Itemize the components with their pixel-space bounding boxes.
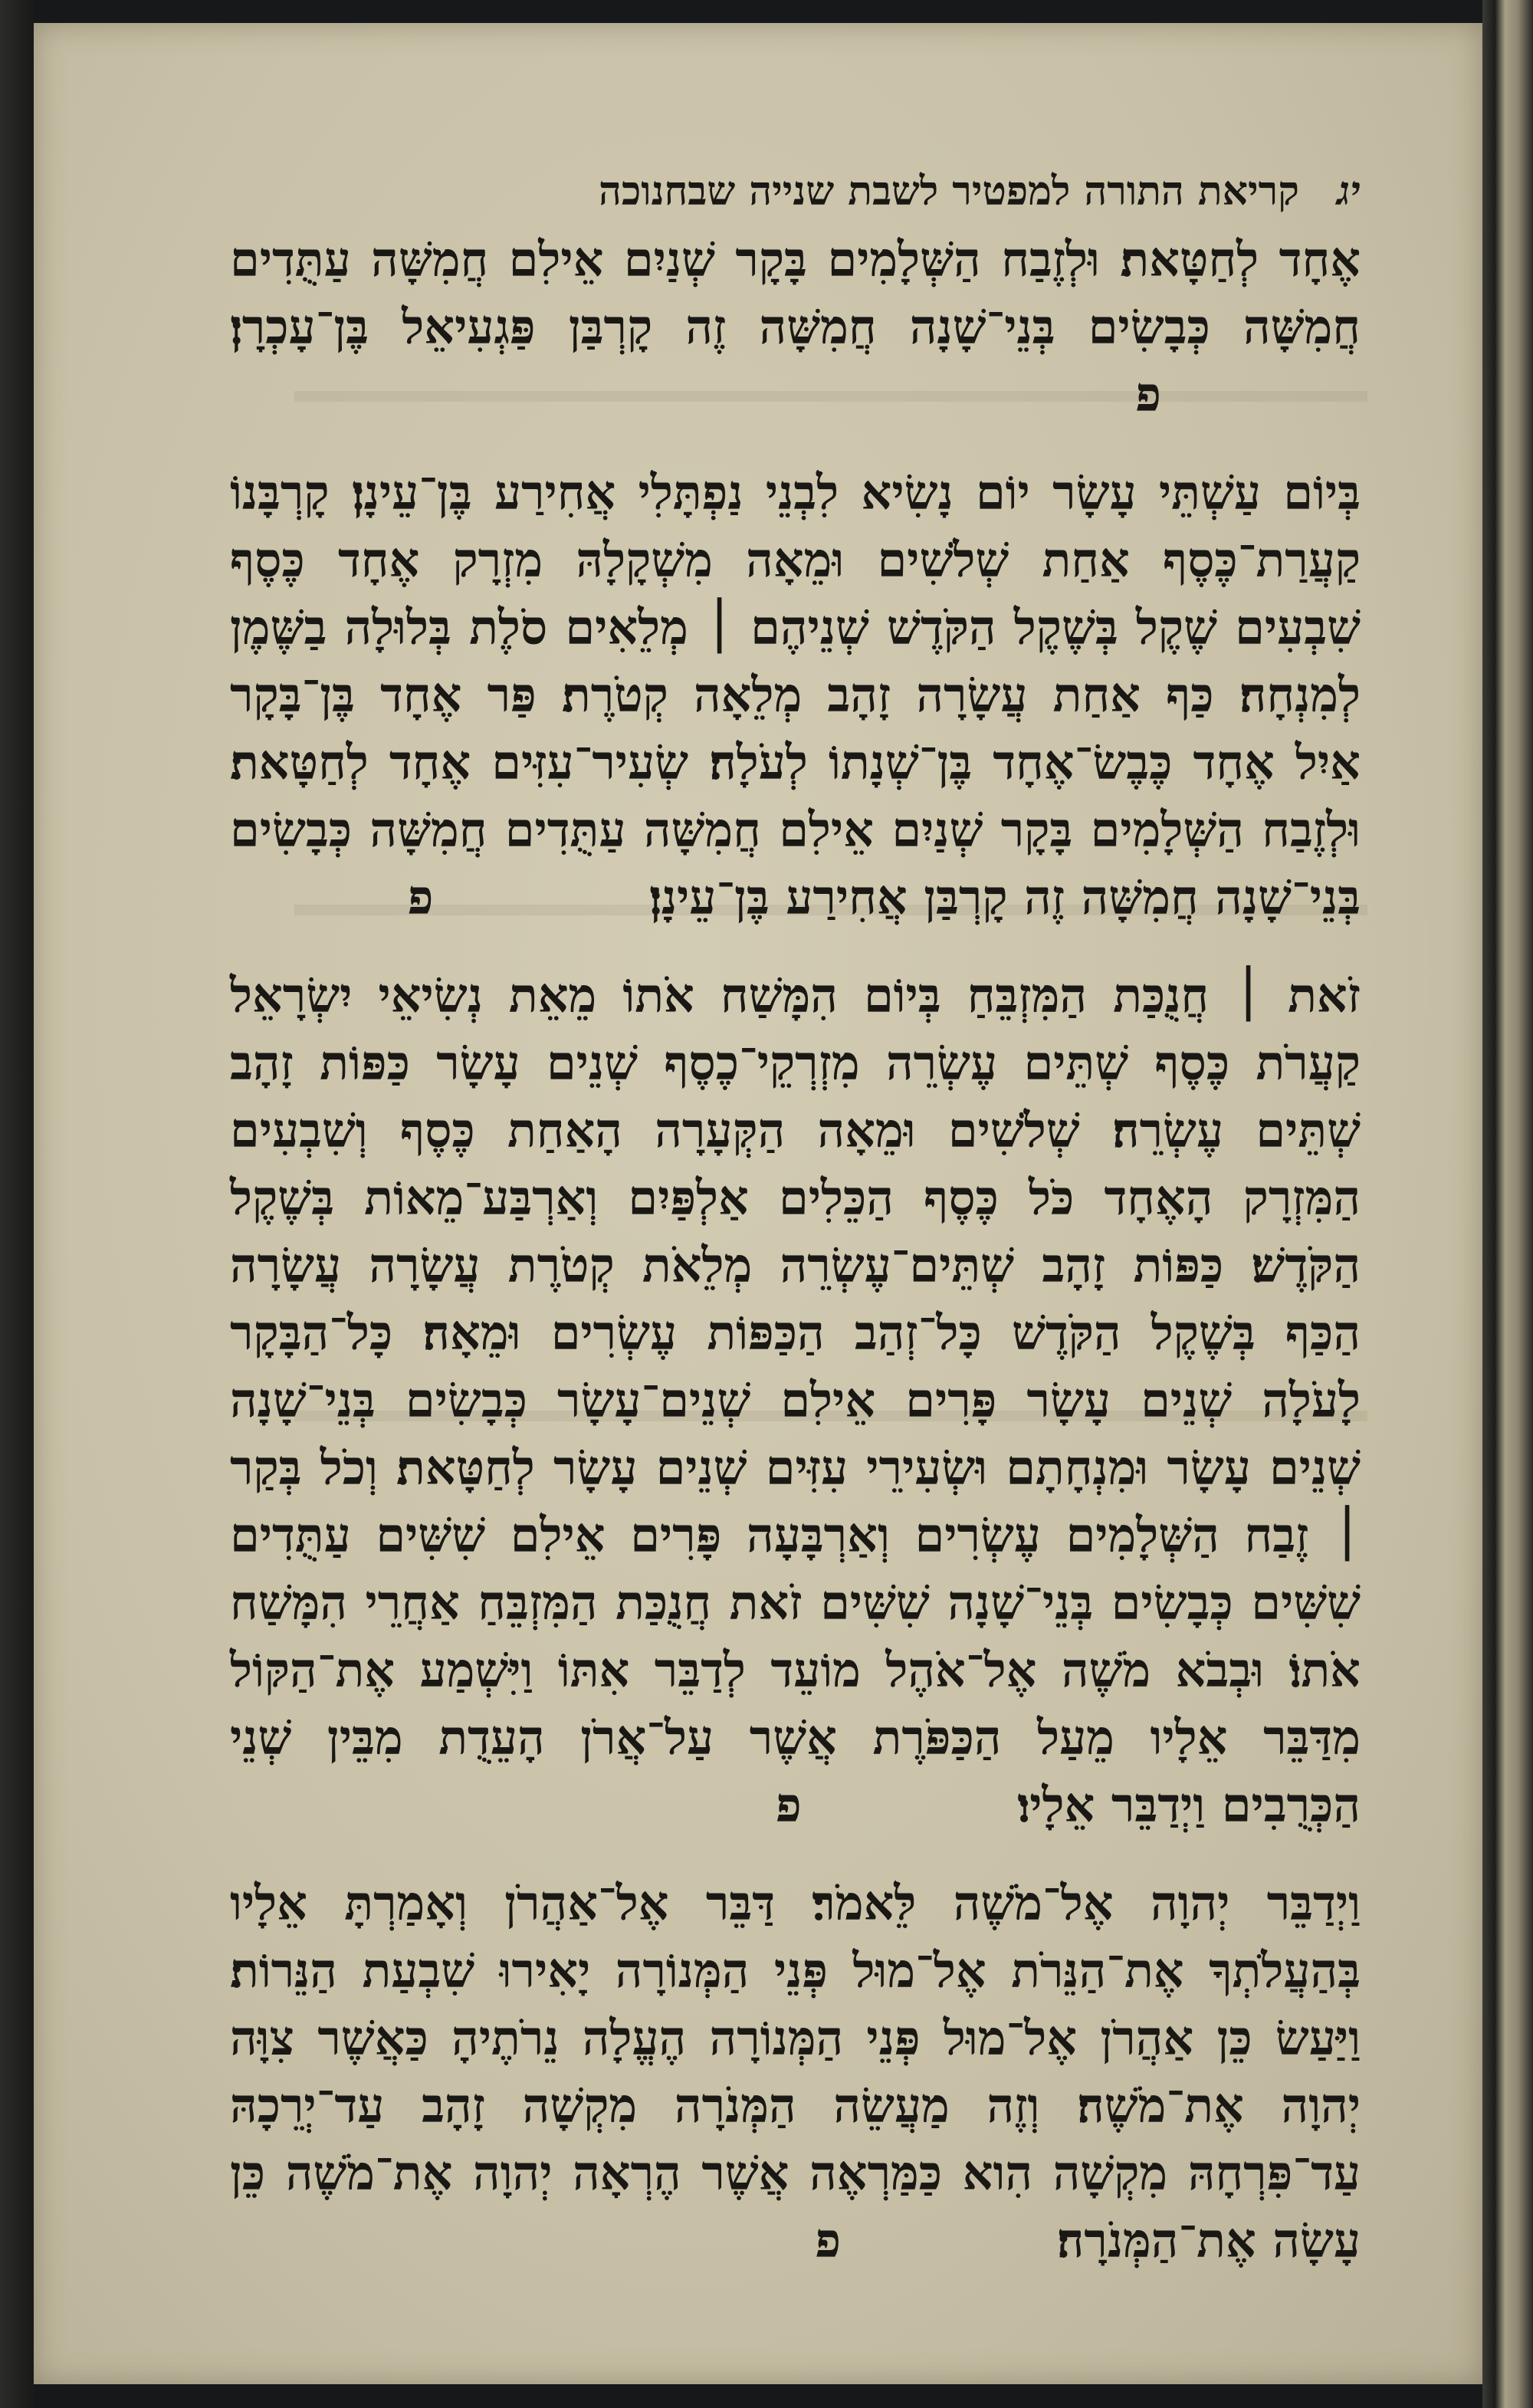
verse-paragraph (230, 1870, 1361, 2275)
verse-text: זֹאת ׀ חֲנֻכַּת הַמִּזְבֵּחַ בְּיוֹם הִמָּשַׁח אֹתוֹ מֵאֵת נְשִׂיאֵי יִשְׂרָאֵל קַעֲרֹת כֶּסֶף שְׁתֵּים עֶשְׂרֵה מִזְרְקֵי־כֶסֶף שְׁנֵים עָשָׂר כַּפּוֹת זָהָב שְׁתֵּים עֶשְׂרֵה׃ שְׁלֹשִׁים וּמֵאָה הַקְּעָרָה הָאַחַת כֶּסֶף וְשִׁבְעִים הַמִּזְרָק הָאֶחָד כֹּל כֶּסֶף הַכֵּלִים אַלְפַּיִם וְאַרְבַּע־מֵאוֹת בְּשֶׁקֶל הַקֹּדֶשׁ׃ כַּפּוֹת זָהָב שְׁתֵּים־עֶשְׂרֵה מְלֵאֹת קְטֹרֶת עֲשָׂרָה עֲשָׂרָה הַכַּף בְּשֶׁקֶל הַקֹּדֶשׁ כָּל־זְהַב הַכַּפּוֹת עֶשְׂרִים וּמֵאָה׃ כָּל־הַבָּקָר לָעֹלָה שְׁנֵים עָשָׂר פָּרִים אֵילִם שְׁנֵים־עָשָׂר כְּבָשִׂים בְּנֵי־שָׁנָה שְׁנֵים עָשָׂר וּמִנְחָתָם וּשְׂעִירֵי עִזִּים שְׁנֵים עָשָׂר לְחַטָּאת׃ וְכֹל בְּקַר ׀ זֶבַח הַשְּׁלָמִים עֶשְׂרִים וְאַרְבָּעָה פָּרִים אֵילִם שִׁשִּׁים עַתֻּדִים שִׁשִּׁים כְּבָשִׂים בְּנֵי־שָׁנָה שִׁשִּׁים זֹאת חֲנֻכַּת הַמִּזְבֵּחַ אַחֲרֵי הִמָּשַׁח אֹתוֹ׃ וּבְבֹא מֹשֶׁה אֶל־אֹהֶל מוֹעֵד לְדַבֵּר אִתּוֹ וַיִּשְׁמַע אֶת־הַקּוֹל מִדַּבֵּר אֵלָיו מֵעַל הַכַּפֹּרֶת אֲשֶׁר עַל־אֲרֹן הָעֵדֻת מִבֵּין שְׁנֵי הַכְּרֻבִים וַיְדַבֵּר אֵלָיו׃ (230, 967, 1361, 1833)
chapter-number: יג (1337, 168, 1361, 215)
page-edge (1482, 0, 1533, 2408)
book-cover-left (0, 0, 34, 2408)
petucha-mark: פ (1135, 366, 1161, 422)
verse-paragraph (230, 226, 1361, 429)
verse-text: בְּיוֹם עַשְׁתֵּי עָשָׂר יוֹם נָשִׂיא לִבְנֵי נַפְתָּלִי אֲחִירַע בֶּן־עֵינָן׃ קָרְבָּנוֹ קַעֲרַת־כֶּסֶף אַחַת שְׁלֹשִׁים וּמֵאָה מִשְׁקָלָהּ מִזְרָק אֶחָד כֶּסֶף שִׁבְעִים שֶׁקֶל בְּשֶׁקֶל הַקֹּדֶשׁ שְׁנֵיהֶם ׀ מְלֵאִים סֹלֶת בְּלוּלָה בַשֶּׁמֶן לְמִנְחָה׃ כַּף אַחַת עֲשָׂרָה זָהָב מְלֵאָה קְטֹרֶת׃ פַּר אֶחָד בֶּן־בָּקָר אַיִל אֶחָד כֶּבֶשׂ־אֶחָד בֶּן־שְׁנָתוֹ לְעֹלָה׃ שְׂעִיר־עִזִּים אֶחָד לְחַטָּאת׃ וּלְזֶבַח הַשְּׁלָמִים בָּקָר שְׁנַיִם אֵילִם חֲמִשָּׁה עַתֻּדִים חֲמִשָּׁה כְּבָשִׂים בְּנֵי־שָׁנָה חֲמִשָּׁה זֶה קָרְבַּן אֲחִירַע בֶּן־עֵינָן׃ (230, 465, 1361, 925)
text-block (230, 157, 1361, 2305)
verse-paragraph (230, 459, 1361, 931)
verse-text: אֶחָד לְחַטָּאת׃ וּלְזֶבַח הַשְּׁלָמִים בָּקָר שְׁנַיִם אֵילִם חֲמִשָּׁה עַתֻּדִים חֲמִשָּׁה כְּבָשִׂים בְּנֵי־שָׁנָה חֲמִשָּׁה זֶה קָרְבַּן פַּגְעִיאֵל בֶּן־עָכְרָן׃ (230, 232, 1361, 355)
verse-paragraph (230, 962, 1361, 1839)
verse-text: וַיְדַבֵּר יְהוָה אֶל־מֹשֶׁה לֵּאמֹר׃ דַּבֵּר אֶל־אַהֲרֹן וְאָמַרְתָּ אֵלָיו בְּהַעֲלֹתְךָ אֶת־הַנֵּרֹת אֶל־מוּל פְּנֵי הַמְּנוֹרָה יָאִירוּ שִׁבְעַת הַנֵּרוֹת׃ וַיַּעַשׂ כֵּן אַהֲרֹן אֶל־מוּל פְּנֵי הַמְּנוֹרָה הֶעֱלָה נֵרֹתֶיהָ כַּאֲשֶׁר צִוָּה יְהוָה אֶת־מֹשֶׁה׃ וְזֶה מַעֲשֵׂה הַמְּנֹרָה מִקְשָׁה זָהָב עַד־יְרֵכָהּ עַד־פִּרְחָהּ מִקְשָׁה הִוא כַּמַּרְאֶה אֲשֶׁר הֶרְאָה יְהוָה אֶת־מֹשֶׁה כֵּן עָשָׂה אֶת־הַמְּנֹרָה׃ (230, 1875, 1361, 2268)
petucha-mark: פ (776, 1777, 802, 1833)
page-header (230, 157, 1361, 226)
petucha-mark: פ (407, 869, 434, 925)
petucha-mark: פ (815, 2213, 842, 2268)
page-title: קריאת התורה למפטיר לשבת שנייה שבחנוכה (598, 168, 1299, 215)
